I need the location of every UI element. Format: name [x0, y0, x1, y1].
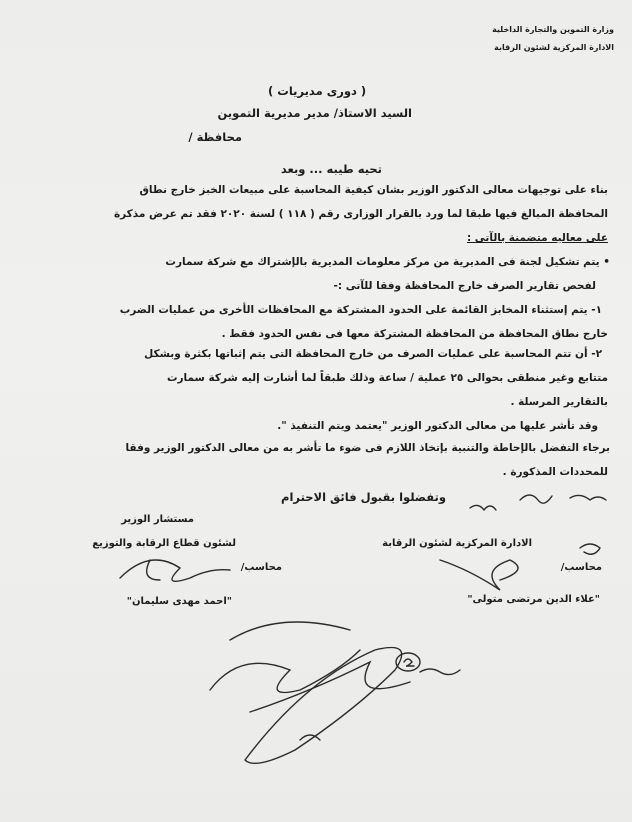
- minister-note: وقد تأشر عليها من معالى الدكتور الوزير "يعتمد ويتم التنفيذ ".: [277, 420, 598, 432]
- bullet-dot: •: [599, 256, 610, 268]
- request-line2: للمحددات المذكورة .: [502, 466, 608, 478]
- bullet-text-1: يتم تشكيل لجنة فى المديرية من مركز معلومات المديرية بالإشتراك مع شركة سمارت: [165, 256, 600, 268]
- initials-mark-3: [570, 495, 606, 500]
- addressee: السيد الاستاذ/ مدير مديرية التموين: [217, 106, 412, 120]
- note-line-3: [250, 662, 410, 712]
- initials-mark-1: [470, 505, 496, 510]
- item2-line1: ٢- أن تتم المحاسبة على عمليات الصرف من خارج المحافظة التى يتم إثباتها بكثرة وبشكل: [144, 348, 602, 360]
- note-line-2: [230, 622, 350, 640]
- request-line1: برجاء التفضل بالإحاطة والتنبية بإتخاذ اللازم فى ضوء ما تأشر به من معالى الدكتور الوزير وفقا: [125, 442, 610, 454]
- left-sig-name: "احمد مهدى سليمان": [126, 596, 232, 607]
- item2-line2: متتابع وغير منطقى بحوالى ٢٥ عملية / ساعة وذلك طبقاً لما أشارت إليه شركة سمارت: [166, 372, 608, 384]
- item2-line3: بالتقارير المرسلة .: [510, 396, 608, 408]
- governorate: محافظة /: [188, 130, 242, 144]
- right-initial: [580, 544, 600, 554]
- ministry-name: وزارة التموين والتجارة الداخلية: [492, 25, 614, 34]
- bullet-line2: لفحص تقارير الصرف خارج المحافظة وفقا للآتى :-: [333, 280, 596, 292]
- department-name: الادارة المركزية لشئون الرقابة: [494, 43, 614, 52]
- item1-line2: خارج نطاق المحافظة من المحافظة المشتركة معها فى نفس الحدود فقط .: [221, 328, 608, 340]
- note-line-1: [210, 650, 360, 693]
- item1-line1: ١- يتم إستثناء المخابز القائمة على الحدود المشتركة مع المحافظات الأخرى من عمليات الضرب: [119, 304, 602, 316]
- left-sig-title2: لشئون قطاع الرقابة والتوزيع: [92, 538, 236, 549]
- para1-line2: المحافظة المبالغ فيها طبقا لما ورد بالقرار الوزارى رقم ( ١١٨ ) لسنة ٢٠٢٠ فقد تم عرض مذكرة: [113, 208, 608, 220]
- circular-type: ( دورى مديريات ): [268, 84, 367, 98]
- greeting: تحيه طيبه ... وبعد: [280, 162, 382, 176]
- left-signature: [120, 560, 230, 581]
- right-signature: [440, 560, 518, 590]
- initials-mark-2: [520, 495, 552, 503]
- para1-line3: على معاليه متضمنة بالآتى :: [466, 232, 608, 244]
- left-sig-title1: مستشار الوزير: [121, 514, 194, 525]
- right-sig-role: محاسب/: [560, 562, 602, 573]
- para1-line1: بناء على توجيهات معالى الدكتور الوزير بشان كيفية المحاسبة على مبيعات الخبز خارج نطاق: [139, 184, 608, 196]
- left-sig-role: محاسب/: [240, 562, 282, 573]
- closing: وتفضلوا بقبول فائق الاحترام: [281, 490, 446, 504]
- right-sig-name: "علاء الدين مرتضى متولى": [467, 594, 600, 605]
- right-sig-title: الادارة المركزية لشئون الرقابة: [382, 538, 532, 549]
